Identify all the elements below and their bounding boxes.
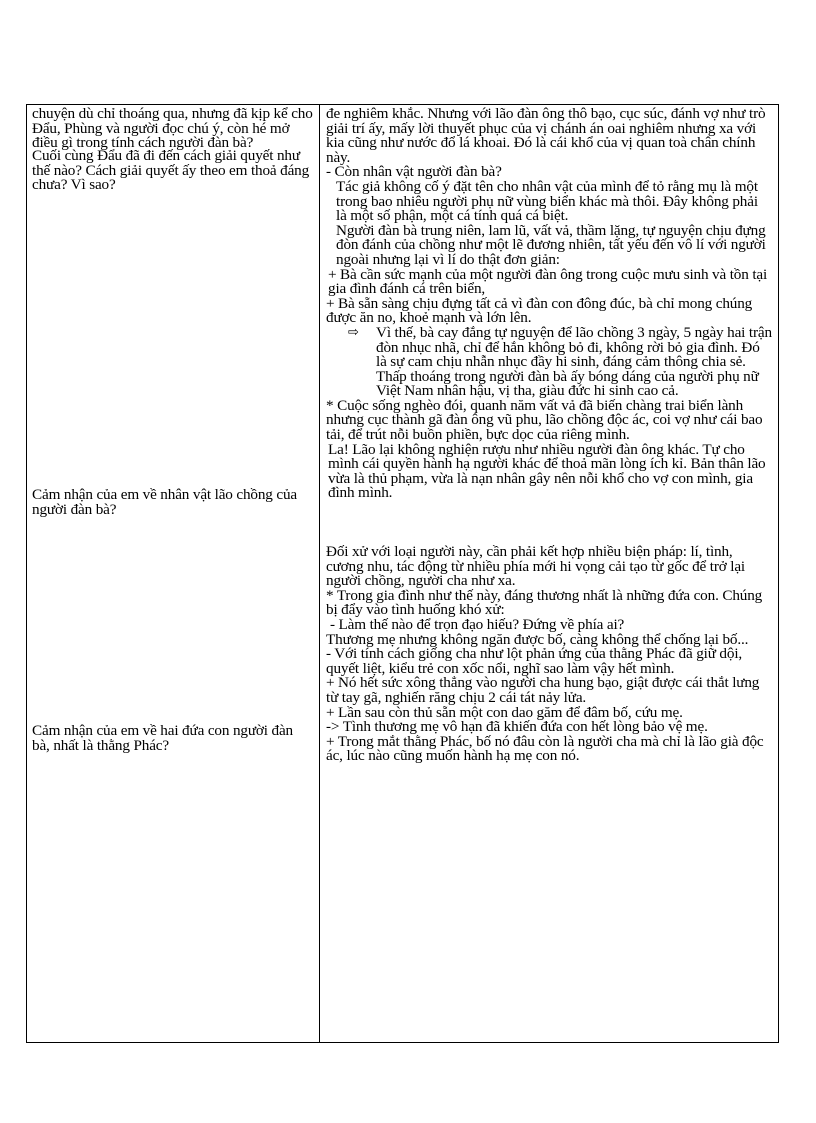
answer-paragraph: + Nó hết sức xông thẳng vào người cha hung bạo, giật được cái thắt lưng từ tay gã, nghiến răng chịu 2 cái tát nảy lửa. xyxy=(326,674,760,706)
questions-column xyxy=(27,105,320,1042)
answer-paragraph: La! Lão lại không nghiện rượu như nhiều người đàn ông khác. Tự cho mình cái quyền hành hạ người khác để thoả mãn lòng ích kỉ. Bản thân lão vừa là thủ phạm, vừa là nạn nhân gây nên nỗi khổ cho vợ con mình, gia đình mình. xyxy=(328,440,766,502)
answer-paragraph: + Bà cần sức mạnh của một người đàn ông trong cuộc mưu sinh và tồn tại gia đình đánh cá trên biển, xyxy=(328,265,768,298)
answer-paragraph: - Còn nhân vật người đàn bà? xyxy=(326,163,502,181)
answer-paragraph: Vì thế, bà cay đắng tự nguyện để lão chồng 3 ngày, 5 ngày hai trận đòn nhục nhã, chỉ để hắn không bỏ đi, không rời bỏ gia đình. Đó là sự cam chịu nhẫn nhục đầy hi sinh, đáng cảm thông chia sẻ. Thấp thoáng trong người đàn bà ấy bóng dáng của người phụ nữ Việt Nam nhân hậu, vị tha, giàu đức hi sinh cao cả. xyxy=(376,323,772,400)
answer-paragraph: Tác giả không cố ý đặt tên cho nhân vật của mình để tỏ rằng mụ là một trong bao nhiêu người phụ nữ vùng biển khác mà thôi. Đây không phải là một số phận, một cá tính quá cá biệt. xyxy=(336,177,758,225)
question-1: chuyện dù chỉ thoáng qua, nhưng đã kịp kể cho Đẩu, Phùng và người đọc chú ý, còn hé mở điều gì trong tính cách người đàn bà? xyxy=(32,105,313,152)
arrow-right-outline-icon: ⇨ xyxy=(348,324,359,340)
answer-paragraph: đe nghiêm khắc. Nhưng với lão đàn ông thô bạo, cục súc, đánh vợ như trò giải trí ấy, mấy lời thuyết phục của vị chánh án oai nghiêm nhưng xa với kia cũng như nước đổ lá khoai. Đó là cái khổ của vị quan toà chân chính này. xyxy=(326,105,766,166)
answer-paragraph: Thương mẹ nhưng không ngăn được bố, càng không thể chống lại bố... xyxy=(326,630,749,648)
conclusion-bullet xyxy=(326,323,772,400)
question-2: Cuối cùng Đẩu đã đi đến cách giải quyết như thế nào? Cách giải quyết ấy theo em thoả đáng chưa? Vì sao? xyxy=(32,147,310,194)
answer-paragraph: - Làm thế nào để trọn đạo hiếu? Đứng về phía ai? xyxy=(330,616,625,633)
answer-paragraph: Đối xử với loại người này, cần phải kết hợp nhiều biện pháp: lí, tình, cương nhu, tác động từ nhiều phía mới hi vọng cải tạo từ gốc để trở lại người chồng, người cha như xa. xyxy=(326,543,745,590)
answers-column xyxy=(320,105,778,1042)
answer-paragraph: - Với tính cách giống cha như lột phản ứng của thằng Phác đã giữ dội, quyết liệt, kiểu trẻ con xốc nổi, nghĩ sao làm vậy hết mình. xyxy=(326,645,743,677)
answer-paragraph: + Lần sau còn thủ sẵn một con dao găm để đâm bố, cứu mẹ. xyxy=(326,703,683,721)
answer-paragraph: * Trong gia đình như thế này, đáng thương nhất là những đứa con. Chúng bị đẩy vào tình huống khó xử: xyxy=(326,586,763,619)
content-table xyxy=(26,104,779,1043)
answer-paragraph: -> Tình thương mẹ vô hạn đã khiến đứa con hết lòng bảo vệ mẹ. xyxy=(326,718,708,736)
answer-paragraph: + Trong mắt thằng Phác, bố nó đâu còn là người cha mà chỉ là lão già độc ác, lúc nào cũng muốn hành hạ mẹ con nó. xyxy=(326,732,764,765)
spacer xyxy=(326,501,772,545)
answer-paragraph: Người đàn bà trung niên, lam lũ, vất vả, thầm lặng, tự nguyện chịu đựng đòn đánh của chồng như một lẽ đương nhiên, tất yếu đến vô lí với người ngoài nhưng lại vì lí do thật đơn giản: xyxy=(336,221,766,268)
answer-paragraph: * Cuộc sống nghèo đói, quanh năm vất vả đã biến chàng trai biển lành nhưng cục thành gã đàn ông vũ phu, lão chồng độc ác, coi vợ như cái bao tải, để trút nỗi buồn phiền, bực dọc của riêng mình. xyxy=(326,396,763,444)
question-3: Cảm nhận của em về nhân vật lão chồng của người đàn bà? xyxy=(32,486,298,518)
answer-paragraph: + Bà sẵn sàng chịu đựng tất cả vì đàn con đông đúc, bà chỉ mong chúng được ăn no, khoẻ mạnh và lớn lên. xyxy=(326,294,753,327)
question-4: Cảm nhận của em về hai đứa con người đàn bà, nhất là thằng Phác? xyxy=(32,722,293,754)
